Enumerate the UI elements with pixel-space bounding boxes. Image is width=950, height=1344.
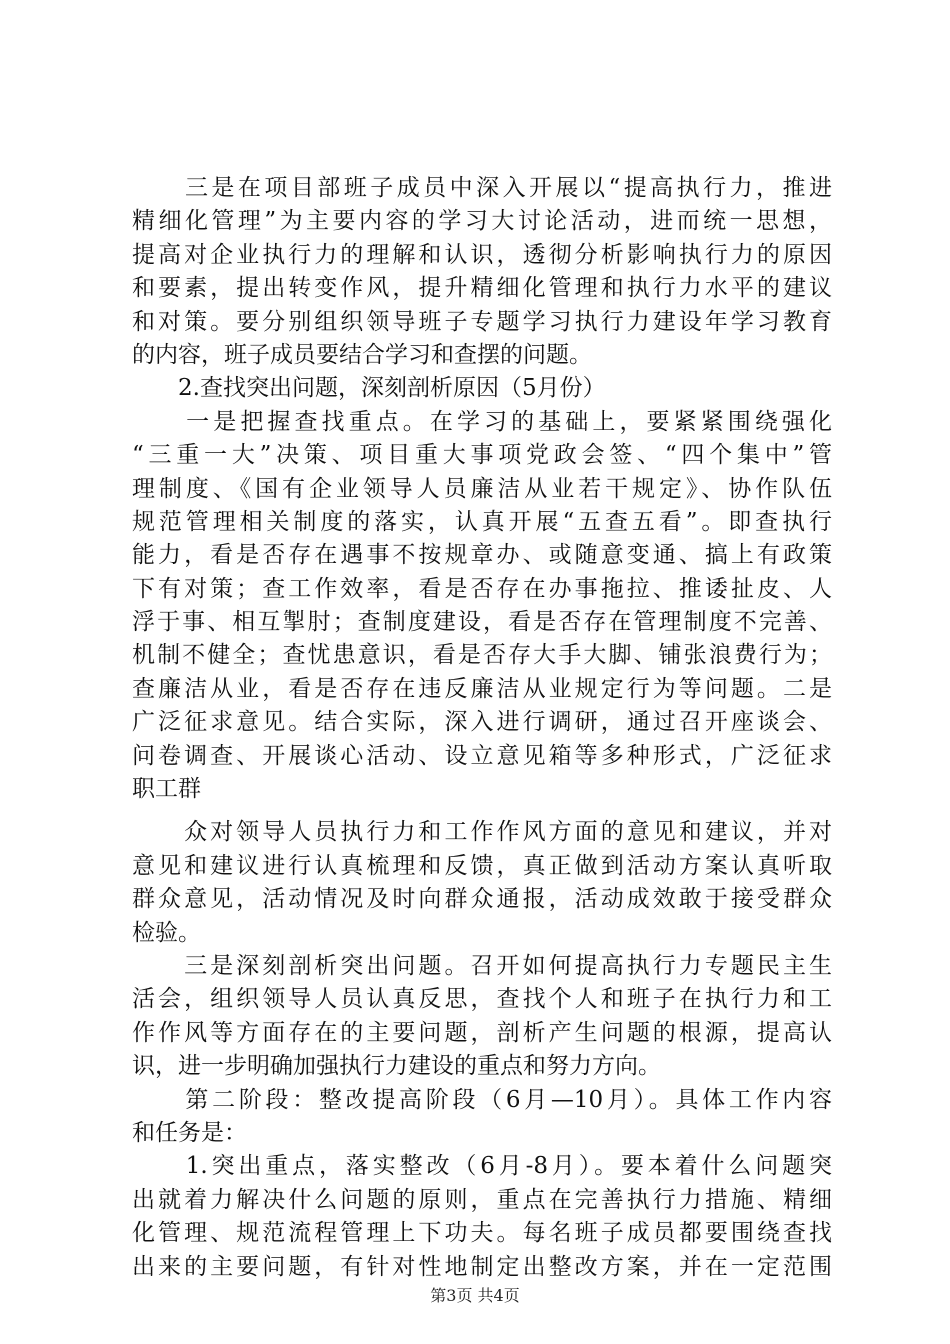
text-line: 和对策。要分别组织领导班子专题学习执行力建设年学习教育 <box>132 308 832 335</box>
text-line: 和任务是： <box>132 1119 247 1146</box>
text-line: 下有对策；查工作效率，看是否存在办事拖拉、推诿扯皮、人 <box>132 575 832 602</box>
page-footer: 第3页 共4页 <box>430 1286 520 1305</box>
text-line: 意见和建议进行认真梳理和反馈，真正做到活动方案认真听取 <box>132 852 832 879</box>
text-line: 化管理、规范流程管理上下功夫。每名班子成员都要围绕查找 <box>132 1220 832 1247</box>
text-line: 查廉洁从业，看是否存在违反廉洁从业规定行为等问题。二是 <box>132 675 832 702</box>
text-line: 出来的主要问题，有针对性地制定出整改方案，并在一定范围 <box>132 1253 832 1280</box>
text-line: 作作风等方面存在的主要问题，剖析产生问题的根源，提高认 <box>132 1019 832 1046</box>
text-line: 出就着力解决什么问题的原则，重点在完善执行力措施、精细 <box>132 1186 832 1213</box>
text-line: 规范管理相关制度的落实，认真开展“五查五看”。即查执行 <box>132 508 832 535</box>
text-line: 职工群 <box>132 776 201 803</box>
text-line: 群众意见，活动情况及时向群众通报，活动成效敢于接受群众 <box>132 886 832 913</box>
text-line: 精细化管理”为主要内容的学习大讨论活动，进而统一思想， <box>132 208 832 235</box>
text-block-b <box>132 816 832 1283</box>
text-line: 三是深刻剖析突出问题。召开如何提高执行力专题民主生 <box>132 952 832 979</box>
text-line: 的内容，班子成员要结合学习和查摆的问题。 <box>132 341 592 368</box>
column-break-gap <box>132 806 832 816</box>
text-line: “三重一大”决策、项目重大事项党政会签、“四个集中”管 <box>132 442 832 469</box>
text-block-a <box>132 172 832 806</box>
text-line: 理制度、《国有企业领导人员廉洁从业若干规定》、协作队伍 <box>132 475 832 502</box>
document-body <box>132 172 832 1284</box>
text-line: 能力，看是否存在遇事不按规章办、或随意变通、搞上有政策 <box>132 542 832 569</box>
text-line: 问卷调查、开展谈心活动、设立意见箱等多种形式，广泛征求 <box>132 742 832 769</box>
text-line: 识，进一步明确加强执行力建设的重点和努力方向。 <box>132 1053 661 1080</box>
text-line: 检验。 <box>132 919 201 946</box>
text-line: 1.突出重点，落实整改（6月-8月）。要本着什么问题突 <box>132 1153 832 1180</box>
text-line: 众对领导人员执行力和工作作风方面的意见和建议，并对 <box>132 819 832 846</box>
text-line: 广泛征求意见。结合实际，深入进行调研，通过召开座谈会、 <box>132 709 832 736</box>
text-line: 一是把握查找重点。在学习的基础上，要紧紧围绕强化 <box>132 408 832 435</box>
text-line: 三是在项目部班子成员中深入开展以“提高执行力，推进 <box>132 175 832 201</box>
text-line: 第二阶段：整改提高阶段（6月—10月）。具体工作内容 <box>132 1086 832 1113</box>
text-line: 提高对企业执行力的理解和认识，透彻分析影响执行力的原因 <box>132 241 832 268</box>
text-line: 活会，组织领导人员认真反思，查找个人和班子在执行力和工 <box>132 986 832 1013</box>
text-line: 机制不健全；查忧患意识，看是否存大手大脚、铺张浪费行为； <box>132 642 832 669</box>
text-line: 2.查找突出问题，深刻剖析原因（5月份） <box>132 375 606 402</box>
text-line: 浮于事、相互掣肘；查制度建设，看是否存在管理制度不完善、 <box>132 609 832 636</box>
text-line: 和要素，提出转变作风，提升精细化管理和执行力水平的建议 <box>132 275 832 302</box>
